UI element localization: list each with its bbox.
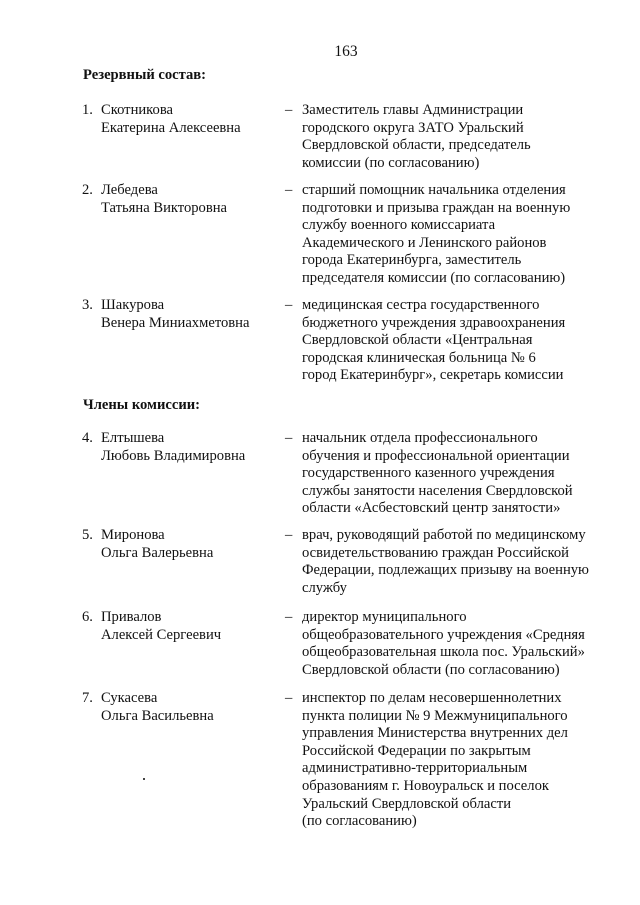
position-line: городского округа ЗАТО Уральский — [302, 119, 524, 136]
position-line: городская клиническая больница № 6 — [302, 349, 536, 366]
position-line: Свердловской области (по согласованию) — [302, 661, 560, 678]
dash-separator: – — [285, 527, 293, 543]
scan-speck — [143, 778, 145, 780]
member-position — [302, 297, 607, 385]
position-line: обучения и профессиональной ориентации — [302, 447, 570, 464]
position-line: области «Асбестовский центр занятости» — [302, 500, 561, 517]
member-name — [101, 690, 291, 725]
dash-separator: – — [285, 102, 293, 118]
dash-separator: – — [285, 182, 293, 198]
member-position — [302, 527, 607, 597]
position-line: Российской Федерации по закрытым — [302, 742, 531, 759]
given-names: Татьяна Викторовна — [101, 199, 228, 216]
surname: Лебедева — [101, 182, 158, 198]
position-line: старший помощник начальника отделения — [302, 182, 566, 198]
position-line: службу — [302, 579, 347, 596]
position-line: врач, руководящий работой по медицинскому — [302, 527, 586, 543]
surname: Елтышева — [101, 430, 165, 446]
given-names: Ольга Валерьевна — [101, 544, 214, 561]
entry-number: 4. — [82, 430, 93, 446]
position-line: комиссии (по согласованию) — [302, 154, 480, 171]
entry-number: 5. — [82, 527, 93, 543]
member-position — [302, 609, 607, 679]
position-line: медицинская сестра государственного — [302, 297, 540, 313]
entry-number: 3. — [82, 297, 93, 313]
entry-number: 2. — [82, 182, 93, 198]
member-position — [302, 182, 607, 288]
surname: Привалов — [101, 609, 162, 625]
position-line: Заместитель главы Администрации — [302, 102, 524, 118]
position-line: директор муниципального — [302, 609, 467, 625]
position-line: Свердловской области, председатель — [302, 137, 531, 154]
surname: Сукасева — [101, 690, 158, 706]
given-names: Любовь Владимировна — [101, 447, 246, 464]
surname: Миронова — [101, 527, 165, 543]
position-line: Академического и Ленинского районов — [302, 234, 547, 251]
position-line: Федерации, подлежащих призыву на военную — [302, 562, 589, 579]
position-line: управления Министерства внутренних дел — [302, 725, 568, 742]
member-name — [101, 182, 291, 217]
section-heading-members: Члены комиссии: — [83, 397, 201, 413]
page-number: 163 — [334, 43, 358, 60]
position-line: инспектор по делам несовершеннолетних — [302, 690, 562, 706]
entry-number: 6. — [82, 609, 93, 625]
section-heading-reserve: Резервный состав: — [83, 67, 207, 83]
position-line: государственного казенного учреждения — [302, 465, 555, 482]
surname: Шакурова — [101, 297, 165, 313]
position-line: службу военного комиссариата — [302, 217, 496, 234]
position-line: город Екатеринбург», секретарь комиссии — [302, 367, 564, 384]
position-line: освидетельствованию граждан Российской — [302, 544, 569, 561]
position-line: общеобразовательного учреждения «Средняя — [302, 626, 585, 643]
member-name — [101, 102, 291, 137]
surname: Скотникова — [101, 102, 174, 118]
given-names: Венера Миниахметовна — [101, 314, 250, 331]
dash-separator: – — [285, 690, 293, 706]
given-names: Алексей Сергеевич — [101, 626, 222, 643]
entry-number: 1. — [82, 102, 93, 118]
position-line: пункта полиции № 9 Межмуниципального — [302, 707, 568, 724]
position-line: бюджетного учреждения здравоохранения — [302, 314, 566, 331]
position-line: службы занятости населения Свердловской — [302, 482, 573, 499]
position-line: города Екатеринбурга, заместитель — [302, 252, 522, 269]
entry-number: 7. — [82, 690, 93, 706]
given-names: Ольга Васильевна — [101, 707, 214, 724]
dash-separator: – — [285, 430, 293, 446]
member-position — [302, 430, 607, 518]
position-line: Свердловской области «Центральная — [302, 332, 533, 349]
position-line: начальник отдела профессионального — [302, 430, 538, 446]
dash-separator: – — [285, 609, 293, 625]
member-name — [101, 430, 291, 465]
member-position — [302, 690, 607, 831]
position-line: подготовки и призыва граждан на военную — [302, 199, 571, 216]
position-line: общеобразовательная школа пос. Уральский» — [302, 644, 585, 661]
given-names: Екатерина Алексеевна — [101, 119, 241, 136]
member-name — [101, 297, 291, 332]
dash-separator: – — [285, 297, 293, 313]
position-line: административно-территориальным — [302, 760, 528, 777]
position-line: (по согласованию) — [302, 813, 417, 830]
member-position — [302, 102, 607, 172]
position-line: Уральский Свердловской области — [302, 795, 512, 812]
position-line: председателя комиссии (по согласованию) — [302, 269, 566, 286]
member-name — [101, 527, 291, 562]
position-line: образованиям г. Новоуральск и поселок — [302, 777, 549, 794]
member-name — [101, 609, 291, 644]
